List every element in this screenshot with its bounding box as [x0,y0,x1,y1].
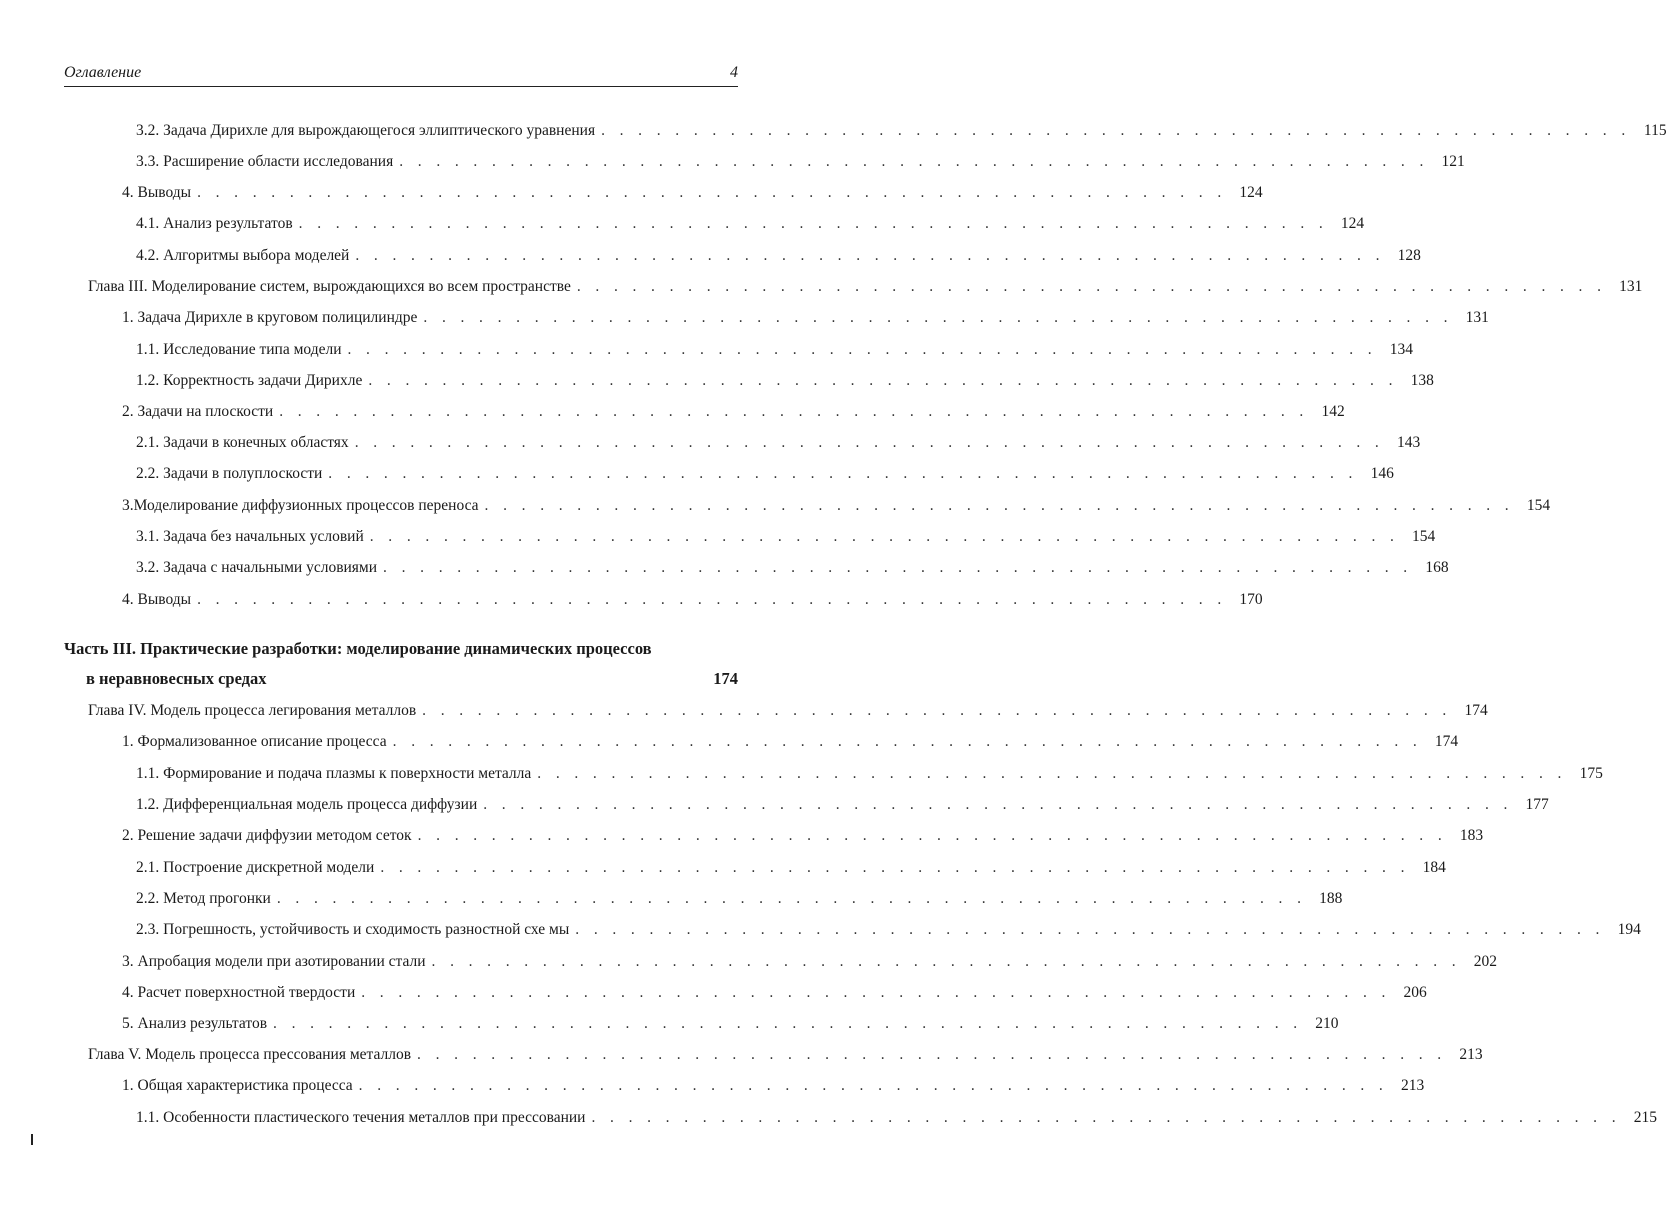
leader-dots: . . . . . . . . . . . . . . . . . . . . . . . . . . . . . . . . . . . . . . . . . . . . . . . . . . . . . . . . [279,403,1309,420]
leader-dots: . . . . . . . . . . . . . . . . . . . . . . . . . . . . . . . . . . . . . . . . . . . . . . . . . . . . . . . . [358,1077,1389,1094]
toc-entry-page: 206 [1403,984,1427,1001]
toc-entry-label: 3.2. Задача Дирихле для вырождающегося эллиптического уравнения [136,122,596,139]
toc-entry-page: 175 [1579,765,1603,782]
toc-entry-page: 174 [1464,702,1488,719]
toc-entry-page: 131 [1465,309,1489,326]
toc-entry[interactable] [136,212,1365,236]
toc-entry-page: 202 [1473,953,1498,970]
part-heading[interactable] [64,637,652,661]
toc-entry-label: 4.2. Алгоритмы выбора моделей [136,247,350,264]
toc-entry-label: 4.1. Анализ результатов [136,215,293,232]
toc-entry[interactable] [136,556,1449,580]
leader-dots: . . . . . . . . . . . . . . . . . . . . . . . . . . . . . . . . . . . . . . . . . . . . . . . . . . . . . . . . [417,827,1448,844]
toc-entry-label: 1.1. Исследование типа модели [136,341,342,358]
leader-dots: . . . . . . . . . . . . . . . . . . . . . . . . . . . . . . . . . . . . . . . . . . . . . . . . . . . . . . . . [347,341,1378,358]
part-heading-continued[interactable] [86,667,738,691]
leader-dots: . . . . . . . . . . . . . . . . . . . . . . . . . . . . . . . . . . . . . . . . . . . . . . . . . . . . . . . . [576,278,1607,295]
toc-entry-page: 168 [1425,559,1449,576]
toc-entry-label: 4. Расчет поверхностной твердости [122,984,356,1001]
toc-entry[interactable] [122,494,1551,518]
toc-entry-page: 131 [1619,278,1643,295]
toc-entry[interactable] [136,762,1603,786]
toc-entry[interactable] [136,887,1343,911]
toc-entry-page: 146 [1370,465,1394,482]
leader-dots: . . . . . . . . . . . . . . . . . . . . . . . . . . . . . . . . . . . . . . . . . . . . . . . . . . . . . . . . [399,153,1429,170]
part-heading-page: 174 [713,669,738,688]
toc-entry-label: Глава IV. Модель процесса легирования металлов [88,702,417,719]
leader-dots: . . . . . . . . . . . . . . . . . . . . . . . . . . . . . . . . . . . . . . . . . . . . . . . . . . . . . . . . [392,733,1423,750]
leader-dots: . . . . . . . . . . . . . . . . . . . . . . . . . . . . . . . . . . . . . . . . . . . . . . . . . . . . . . . . [197,591,1227,608]
toc-entry[interactable] [136,462,1394,486]
leader-dots: . . . . . . . . . . . . . . . . . . . . . . . . . . . . . . . . . . . . . . . . . . . . . . . . . . . . . . . . [422,702,1452,719]
toc-entry-page: 134 [1389,341,1414,358]
leader-dots: . . . . . . . . . . . . . . . . . . . . . . . . . . . . . . . . . . . . . . . . . . . . . . . . . . . . . . . . [369,528,1400,545]
toc-entry-label: 2. Решение задачи диффузии методом сеток [122,827,412,844]
toc-entry-page: 215 [1633,1109,1658,1126]
toc-entry-page: 174 [1434,733,1459,750]
leader-dots: . . . . . . . . . . . . . . . . . . . . . . . . . . . . . . . . . . . . . . . . . . . . . . . . . . . . . . . . [197,184,1227,201]
toc-entry[interactable] [136,150,1465,174]
toc-entry[interactable] [122,730,1459,754]
leader-dots: . . . . . . . . . . . . . . . . . . . . . . . . . . . . . . . . . . . . . . . . . . . . . . . . . . . . . . . . [417,1046,1447,1063]
leader-dots: . . . . . . . . . . . . . . . . . . . . . . . . . . . . . . . . . . . . . . . . . . . . . . . . . . . . . . . . [383,559,1413,576]
leader-dots: . . . . . . . . . . . . . . . . . . . . . . . . . . . . . . . . . . . . . . . . . . . . . . . . . . . . . . . . [484,497,1515,514]
toc-entry-label: 2. Задачи на плоскости [122,403,274,420]
toc-entry[interactable] [136,856,1446,880]
toc-entry-label: 1.2. Корректность задачи Дирихле [136,372,363,389]
toc-entry[interactable] [88,275,1643,299]
toc-entry-page: 183 [1459,827,1484,844]
toc-entry-label: 3.1. Задача без начальных условий [136,528,364,545]
toc-entry-label: Глава III. Моделирование систем, вырождающихся во всем пространстве [88,278,571,295]
toc-entry[interactable] [122,1074,1425,1098]
toc-entry[interactable] [122,181,1263,205]
toc-entry-page: 124 [1239,184,1263,201]
toc-entry[interactable] [122,400,1345,424]
header-page-number: 4 [730,64,738,81]
toc-entry-label: 1.1. Особенности пластического течения металлов при прессовании [136,1109,586,1126]
toc-entry[interactable] [136,369,1434,393]
toc-entry-label: 2.2. Метод прогонки [136,890,271,907]
leader-dots: . . . . . . . . . . . . . . . . . . . . . . . . . . . . . . . . . . . . . . . . . . . . . . . . . . . . . . . . [354,434,1385,451]
toc-entry[interactable] [136,119,1667,143]
toc-entry-label: 1.1. Формирование и подача плазмы к поверхности металла [136,765,532,782]
toc-entry-page: 143 [1396,434,1421,451]
leader-dots: . . . . . . . . . . . . . . . . . . . . . . . . . . . . . . . . . . . . . . . . . . . . . . . . . . . . . . . . [298,215,1329,232]
toc-entry[interactable] [136,1106,1658,1130]
part-heading-line1: Часть III. Практические разработки: моделирование динамических процессов [64,639,652,658]
toc-entry-page: 177 [1525,796,1549,813]
leader-dots: . . . . . . . . . . . . . . . . . . . . . . . . . . . . . . . . . . . . . . . . . . . . . . . . . . . . . . . . [431,953,1462,970]
toc-entry-label: 3. Апробация модели при азотировании стали [122,953,426,970]
toc-entry-page: 115 [1643,122,1667,139]
leader-dots: . . . . . . . . . . . . . . . . . . . . . . . . . . . . . . . . . . . . . . . . . . . . . . . . . . . . . . . . [575,921,1605,938]
toc-entry-label: 1. Общая характеристика процесса [122,1077,353,1094]
toc-entry[interactable] [136,338,1414,362]
toc-entry-label: 2.3. Погрешность, устойчивость и сходимость разностной схе мы [136,921,570,938]
toc-entry-page: 142 [1321,403,1345,420]
toc-entry-page: 124 [1340,215,1365,232]
toc-entry-label: 1. Задача Дирихле в круговом полицилиндре [122,309,418,326]
toc-entry-label: 3.3. Расширение области исследования [136,153,394,170]
toc-entry-label: 4. Выводы [122,591,192,608]
toc-entry[interactable] [136,244,1421,268]
toc-entry-label: 2.2. Задачи в полуплоскости [136,465,323,482]
toc-entry[interactable] [122,306,1489,330]
toc-entry[interactable] [88,699,1488,723]
toc-entry-page: 170 [1239,591,1263,608]
leader-dots: . . . . . . . . . . . . . . . . . . . . . . . . . . . . . . . . . . . . . . . . . . . . . . . . . . . . . . . . [423,309,1453,326]
running-header [64,62,738,87]
toc-entry-label: 3.2. Задача с начальными условиями [136,559,378,576]
toc-entry-page: 138 [1410,372,1434,389]
part-heading-line2: в неравновесных средах [86,669,267,688]
toc-entry-label: 2.1. Построение дискретной модели [136,859,375,876]
toc-entry-label: 1.2. Дифференциальная модель процесса диффузии [136,796,478,813]
leader-dots: . . . . . . . . . . . . . . . . . . . . . . . . . . . . . . . . . . . . . . . . . . . . . . . . . . . . . . . . [328,465,1358,482]
toc-entry-page: 184 [1422,859,1446,876]
leader-dots: . . . . . . . . . . . . . . . . . . . . . . . . . . . . . . . . . . . . . . . . . . . . . . . . . . . . . . . . [273,1015,1303,1032]
leader-dots: . . . . . . . . . . . . . . . . . . . . . . . . . . . . . . . . . . . . . . . . . . . . . . . . . . . . . . . . [276,890,1307,907]
toc-entry[interactable] [88,1043,1483,1067]
toc-entry-label: 5. Анализ результатов [122,1015,268,1032]
toc-entry-page: 188 [1319,890,1343,907]
leader-dots: . . . . . . . . . . . . . . . . . . . . . . . . . . . . . . . . . . . . . . . . . . . . . . . . . . . . . . . . [361,984,1391,1001]
toc-entry-page: 194 [1617,921,1641,938]
toc-entry-page: 213 [1459,1046,1483,1063]
toc-entry[interactable] [136,793,1549,817]
header-title: Оглавление [64,64,142,81]
toc-entry-page: 154 [1412,528,1436,545]
toc-entry-page: 210 [1315,1015,1339,1032]
leader-dots: . . . . . . . . . . . . . . . . . . . . . . . . . . . . . . . . . . . . . . . . . . . . . . . . . . . . . . . . [601,122,1631,139]
toc-entry-page: 121 [1441,153,1465,170]
toc-entry-label: 3.Моделирование диффузионных процессов переноса [122,497,479,514]
toc-entry-label: 2.1. Задачи в конечных областях [136,434,349,451]
leader-dots: . . . . . . . . . . . . . . . . . . . . . . . . . . . . . . . . . . . . . . . . . . . . . . . . . . . . . . . . [355,247,1385,264]
toc-entry[interactable] [122,588,1263,612]
leader-dots: . . . . . . . . . . . . . . . . . . . . . . . . . . . . . . . . . . . . . . . . . . . . . . . . . . . . . . . . [537,765,1567,782]
toc-entry[interactable] [122,981,1427,1005]
toc-entry-page: 154 [1526,497,1551,514]
toc-entry-page: 213 [1400,1077,1425,1094]
leader-dots: . . . . . . . . . . . . . . . . . . . . . . . . . . . . . . . . . . . . . . . . . . . . . . . . . . . . . . . . [368,372,1398,389]
toc-entry-label: 4. Выводы [122,184,192,201]
leader-dots: . . . . . . . . . . . . . . . . . . . . . . . . . . . . . . . . . . . . . . . . . . . . . . . . . . . . . . . . [483,796,1513,813]
toc-entry[interactable] [136,525,1436,549]
toc-entry-label: 1. Формализованное описание процесса [122,733,387,750]
toc-entry[interactable] [122,1012,1339,1036]
leader-dots: . . . . . . . . . . . . . . . . . . . . . . . . . . . . . . . . . . . . . . . . . . . . . . . . . . . . . . . . [380,859,1410,876]
leader-dots: . . . . . . . . . . . . . . . . . . . . . . . . . . . . . . . . . . . . . . . . . . . . . . . . . . . . . . . . [591,1109,1622,1126]
toc-entry-label: Глава V. Модель процесса прессования металлов [88,1046,412,1063]
toc-entry-page: 128 [1397,247,1421,264]
toc-entry[interactable] [122,824,1484,848]
scan-margin-mark [31,1134,33,1145]
toc-entry[interactable] [136,431,1421,455]
toc-entry[interactable] [136,918,1641,942]
toc-entry[interactable] [122,950,1498,974]
